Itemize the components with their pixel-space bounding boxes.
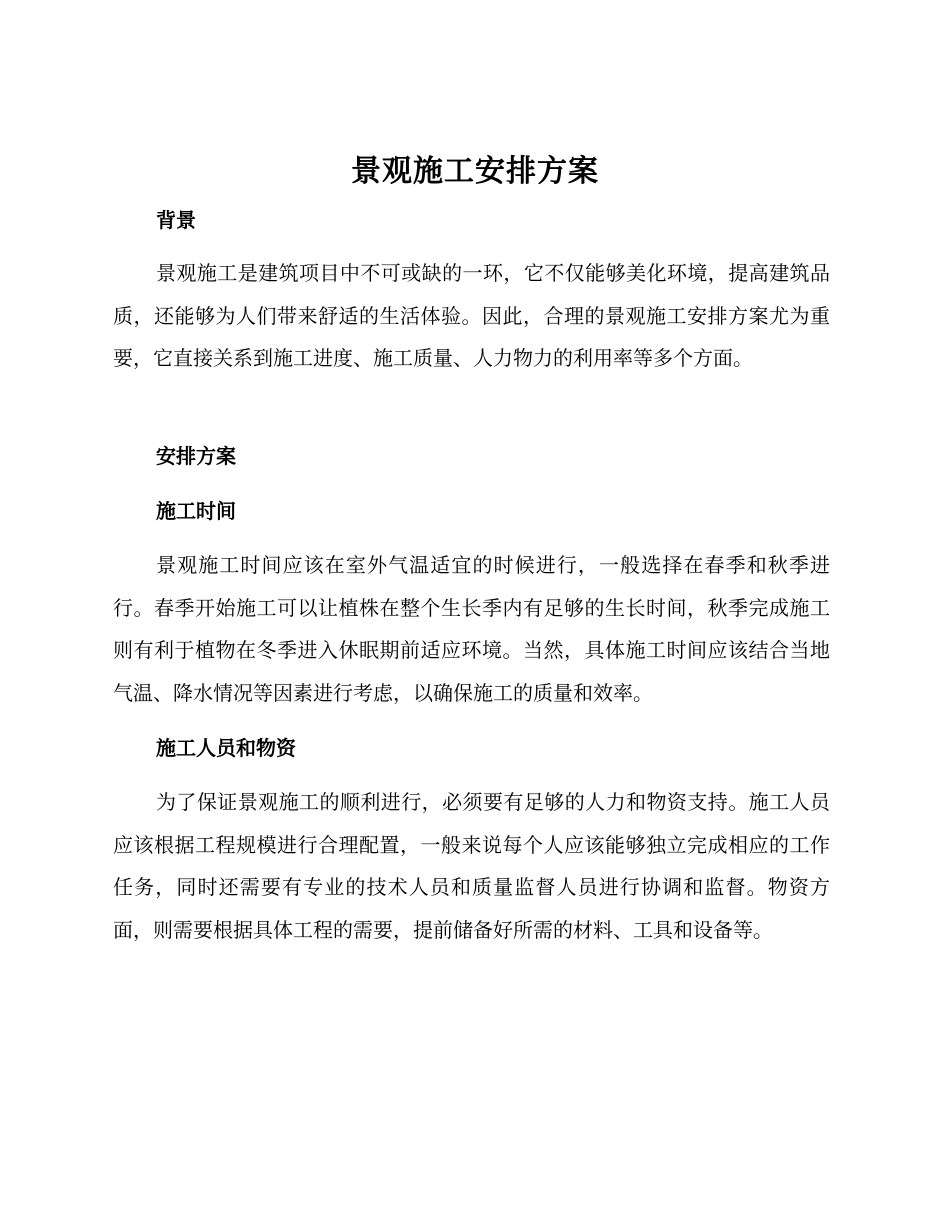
- document-title: 景观施工安排方案: [351, 154, 599, 189]
- section-heading-plan: 安排方案: [156, 444, 236, 468]
- section-paragraph-staff-materials: 为了保证景观施工的顺利进行，必须要有足够的人力和物资支持。施工人员应该根据工程规模进行合理配置，一般来说每个人应该能够独立完成相应的工作任务，同时还需要有专业的技术人员和质量监督人员进行协调和监督。物资方面，则需要根据具体工程的需要，提前储备好所需的材料、工具和设备等。: [113, 790, 830, 942]
- section-heading-schedule: 施工时间: [156, 499, 236, 523]
- section-heading-staff-materials: 施工人员和物资: [156, 736, 296, 760]
- section-heading-background: 背景: [156, 208, 196, 232]
- section-paragraph-background: 景观施工是建筑项目中不可或缺的一环，它不仅能够美化环境，提高建筑品质，还能够为人们带来舒适的生活体验。因此，合理的景观施工安排方案尤为重要，它直接关系到施工进度、施工质量、人力物力的利用率等多个方面。: [113, 261, 830, 370]
- section-paragraph-schedule: 景观施工时间应该在室外气温适宜的时候进行，一般选择在春季和秋季进行。春季开始施工可以让植株在整个生长季内有足够的生长时间，秋季完成施工则有利于植物在冬季进入休眠期前适应环境。当然，具体施工时间应该结合当地气温、降水情况等因素进行考虑，以确保施工的质量和效率。: [113, 553, 830, 705]
